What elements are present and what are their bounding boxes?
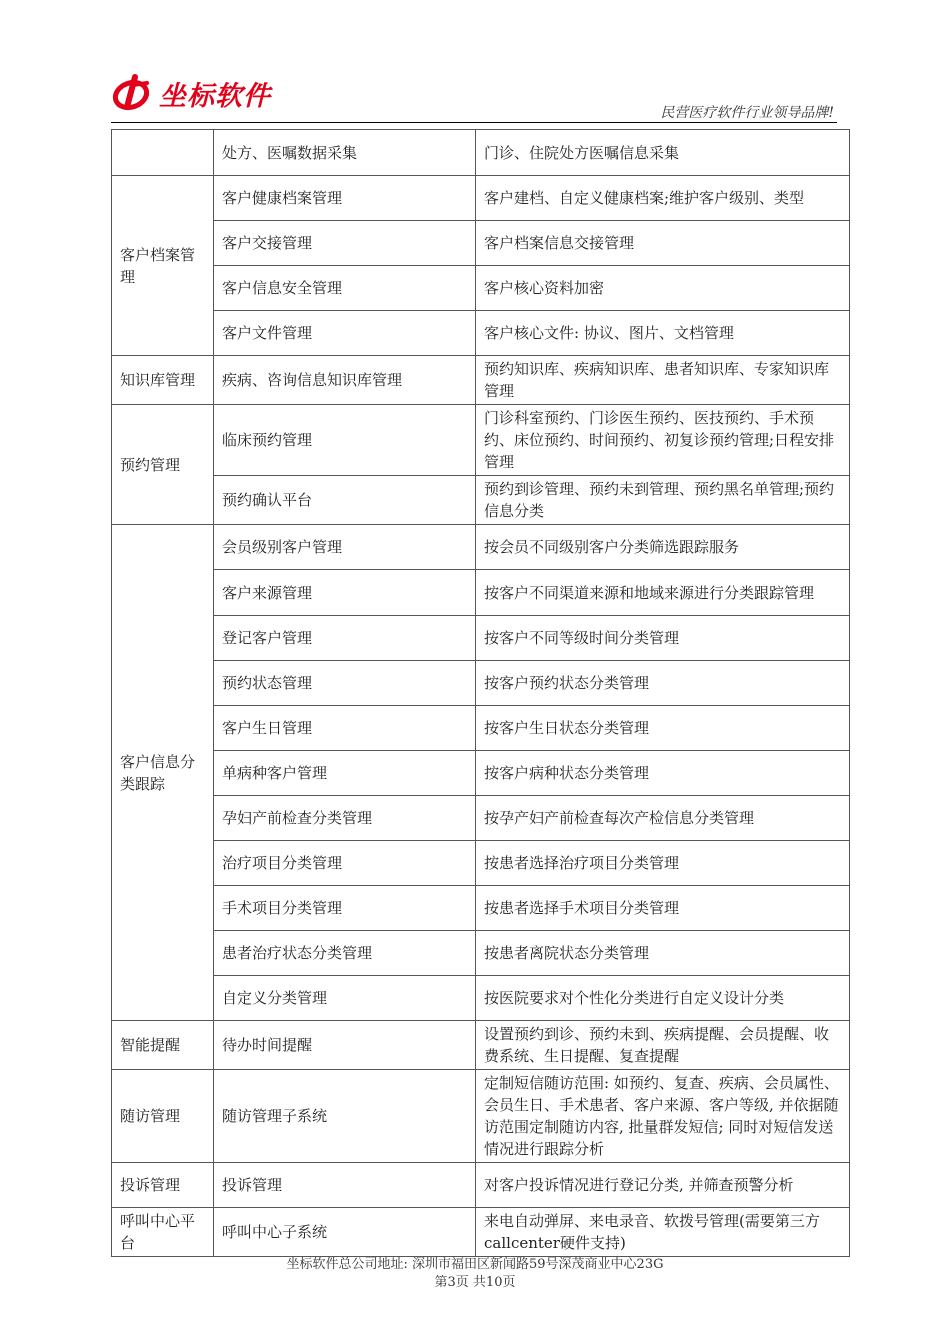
function-cell: 客户来源管理 <box>214 570 476 616</box>
slogan: 民营医疗软件行业领导品牌! <box>660 105 834 121</box>
function-cell: 预约确认平台 <box>214 476 476 525</box>
logo-text: 坐标软件 <box>159 80 271 112</box>
category-cell: 知识库管理 <box>112 356 214 405</box>
table-row <box>112 570 850 616</box>
description-cell: 按孕产妇产前检查每次产检信息分类管理 <box>476 796 850 841</box>
description-cell: 门诊科室预约、门诊医生预约、医技预约、手术预约、床位预约、时间预约、初复诊预约管理;日程安排管理 <box>476 405 850 476</box>
table-row <box>112 266 850 311</box>
function-cell: 孕妇产前检查分类管理 <box>214 796 476 841</box>
description-cell: 客户建档、自定义健康档案;维护客户级别、类型 <box>476 176 850 221</box>
function-cell: 临床预约管理 <box>214 405 476 476</box>
table-row <box>112 1163 850 1208</box>
table-row <box>112 616 850 661</box>
company-logo <box>111 70 271 116</box>
description-cell: 按会员不同级别客户分类筛选跟踪服务 <box>476 525 850 570</box>
function-cell: 患者治疗状态分类管理 <box>214 931 476 976</box>
header-divider <box>111 122 837 123</box>
table-row <box>112 796 850 841</box>
table-row <box>112 751 850 796</box>
function-cell: 客户文件管理 <box>214 311 476 356</box>
table-row <box>112 1208 850 1257</box>
description-cell: 来电自动弹屏、来电录音、软拨号管理(需要第三方callcenter硬件支持) <box>476 1208 850 1257</box>
function-cell: 随访管理子系统 <box>214 1070 476 1163</box>
table-row <box>112 311 850 356</box>
table-row <box>112 1021 850 1070</box>
table-row <box>112 841 850 886</box>
function-cell: 客户生日管理 <box>214 706 476 751</box>
function-cell: 投诉管理 <box>214 1163 476 1208</box>
table-row <box>112 886 850 931</box>
table-row <box>112 525 850 570</box>
function-cell: 处方、医嘱数据采集 <box>214 130 476 176</box>
function-cell: 会员级别客户管理 <box>214 525 476 570</box>
description-cell: 按客户生日状态分类管理 <box>476 706 850 751</box>
description-cell: 门诊、住院处方医嘱信息采集 <box>476 130 850 176</box>
function-cell: 客户信息安全管理 <box>214 266 476 311</box>
description-cell: 按客户不同渠道来源和地域来源进行分类跟踪管理 <box>476 570 850 616</box>
function-cell: 待办时间提醒 <box>214 1021 476 1070</box>
description-cell: 客户核心资料加密 <box>476 266 850 311</box>
description-cell: 预约到诊管理、预约未到管理、预约黑名单管理;预约信息分类 <box>476 476 850 525</box>
function-cell: 单病种客户管理 <box>214 751 476 796</box>
category-cell: 投诉管理 <box>112 1163 214 1208</box>
description-cell: 设置预约到诊、预约未到、疾病提醒、会员提醒、收费系统、生日提醒、复查提醒 <box>476 1021 850 1070</box>
table-row <box>112 1070 850 1163</box>
description-cell: 客户档案信息交接管理 <box>476 221 850 266</box>
description-cell: 客户核心文件: 协议、图片、文档管理 <box>476 311 850 356</box>
function-cell: 预约状态管理 <box>214 661 476 706</box>
category-cell: 客户信息分类跟踪 <box>112 525 214 1021</box>
footer-page-number: 第3页 共10页 <box>434 1275 516 1290</box>
description-cell: 定制短信随访范围: 如预约、复查、疾病、会员属性、会员生日、手术患者、客户来源、客户等级, 并依据随访范围定制随访内容, 批量群发短信; 同时对短信发送情况进行跟踪分析 <box>476 1070 850 1163</box>
category-cell: 随访管理 <box>112 1070 214 1163</box>
table-row <box>112 661 850 706</box>
table-row <box>112 706 850 751</box>
table-row <box>112 476 850 525</box>
footer-address: 坐标软件总公司地址: 深圳市福田区新闻路59号深茂商业中心23G <box>286 1257 664 1272</box>
category-cell: 呼叫中心平台 <box>112 1208 214 1257</box>
function-cell: 客户健康档案管理 <box>214 176 476 221</box>
description-cell: 按客户预约状态分类管理 <box>476 661 850 706</box>
description-cell: 对客户投诉情况进行登记分类, 并筛查预警分析 <box>476 1163 850 1208</box>
table-row <box>112 931 850 976</box>
function-cell: 手术项目分类管理 <box>214 886 476 931</box>
page-header <box>111 70 838 122</box>
category-cell: 智能提醒 <box>112 1021 214 1070</box>
table-row <box>112 221 850 266</box>
function-cell: 治疗项目分类管理 <box>214 841 476 886</box>
function-cell: 呼叫中心子系统 <box>214 1208 476 1257</box>
category-cell: 客户档案管理 <box>112 176 214 356</box>
table-row <box>112 976 850 1021</box>
table-row <box>112 405 850 476</box>
table-row <box>112 176 850 221</box>
description-cell: 按患者选择治疗项目分类管理 <box>476 841 850 886</box>
category-cell: 预约管理 <box>112 405 214 525</box>
description-cell: 按客户不同等级时间分类管理 <box>476 616 850 661</box>
function-cell: 自定义分类管理 <box>214 976 476 1021</box>
table-row <box>112 130 850 176</box>
category-cell <box>112 130 214 176</box>
description-cell: 按患者选择手术项目分类管理 <box>476 886 850 931</box>
description-cell: 按客户病种状态分类管理 <box>476 751 850 796</box>
function-cell: 登记客户管理 <box>214 616 476 661</box>
description-cell: 按医院要求对个性化分类进行自定义设计分类 <box>476 976 850 1021</box>
description-cell: 按患者离院状态分类管理 <box>476 931 850 976</box>
function-cell: 客户交接管理 <box>214 221 476 266</box>
description-cell: 预约知识库、疾病知识库、患者知识库、专家知识库管理 <box>476 356 850 405</box>
table-row <box>112 356 850 405</box>
feature-table <box>111 129 850 1257</box>
function-cell: 疾病、咨询信息知识库管理 <box>214 356 476 405</box>
logo-mark-icon <box>111 73 155 113</box>
